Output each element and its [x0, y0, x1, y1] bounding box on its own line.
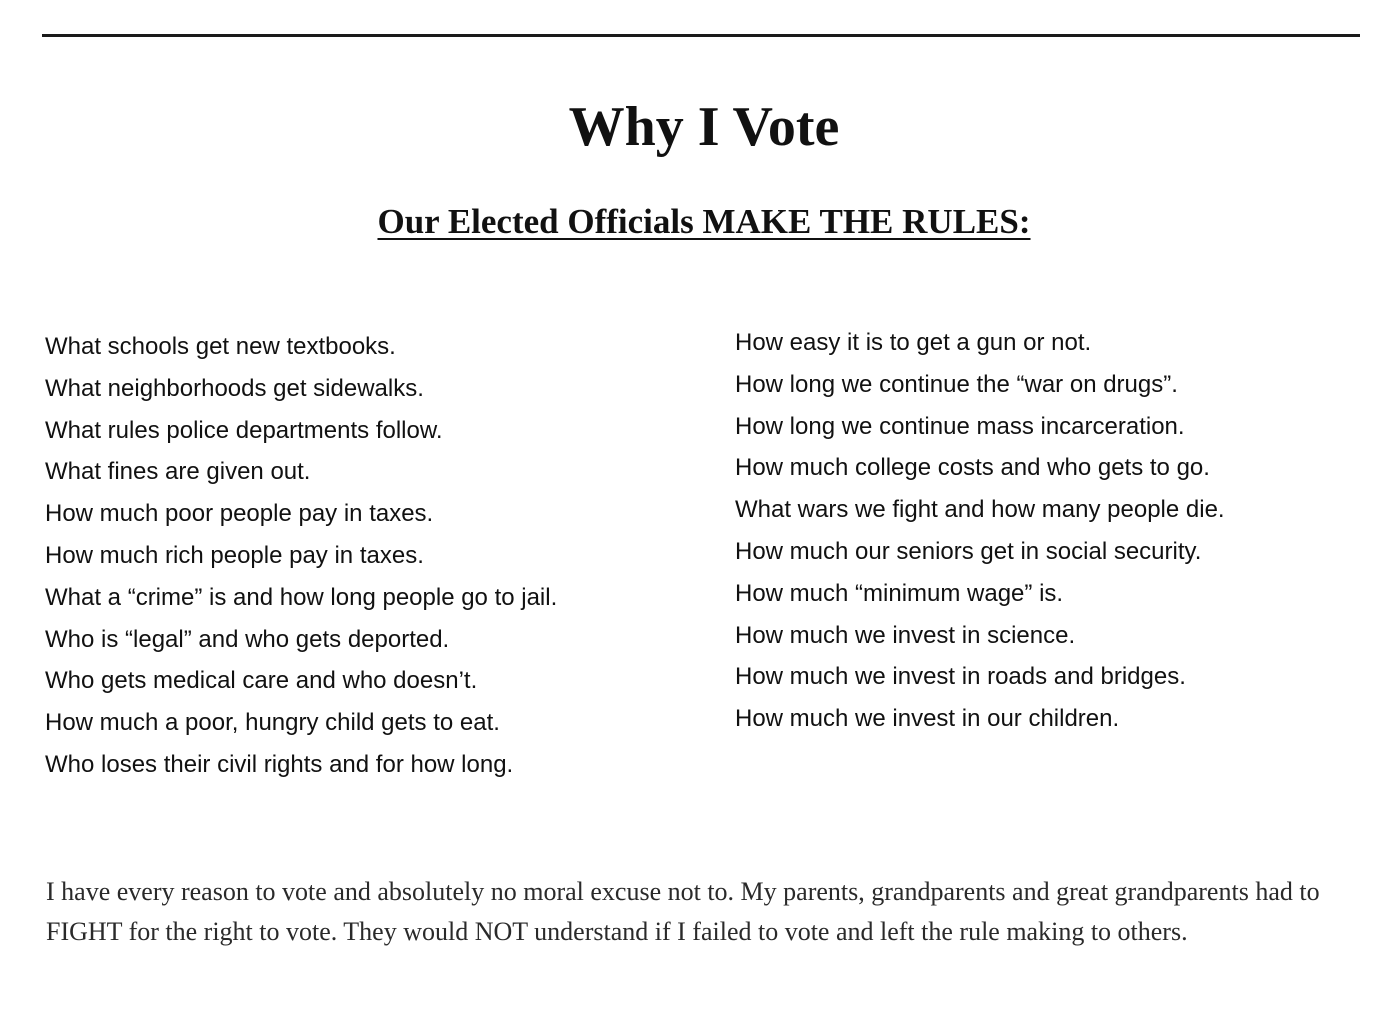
list-item: How much we invest in our children. [735, 705, 1120, 733]
right-rules-list [735, 322, 1225, 740]
list-item: What a “crime” is and how long people go to jail. [45, 583, 558, 611]
list-item: What fines are given out. [45, 458, 311, 486]
list-item: How much poor people pay in taxes. [45, 500, 434, 528]
list-item: How much rich people pay in taxes. [45, 541, 424, 569]
list-item: How much a poor, hungry child gets to eat. [45, 709, 500, 737]
list-item: How much we invest in roads and bridges. [735, 663, 1186, 691]
closing-paragraph: I have every reason to vote and absolutely no moral excuse not to. My parents, grandparents and great grandparents had to FIGHT for the right to vote. They would NOT understand if I failed to vote and left the rule making to others. [46, 877, 1320, 946]
list-item: How much our seniors get in social security. [735, 537, 1202, 565]
top-divider [42, 34, 1360, 37]
list-item: Who is “legal” and who gets deported. [45, 625, 450, 653]
subtitle-text: Our Elected Officials MAKE THE RULES: [377, 202, 1031, 241]
page-title: Why I Vote [568, 96, 840, 158]
list-item: What neighborhoods get sidewalks. [45, 374, 424, 402]
list-item: Who loses their civil rights and for how long. [45, 750, 514, 778]
list-item: What wars we fight and how many people die. [735, 496, 1225, 524]
list-item: How much college costs and who gets to go. [735, 454, 1210, 482]
list-item: How much “minimum wage” is. [735, 579, 1064, 607]
list-item: What rules police departments follow. [45, 416, 443, 444]
list-item: How long we continue mass incarceration. [735, 412, 1185, 440]
list-item: What schools get new textbooks. [45, 333, 396, 360]
page-subtitle [0, 200, 1388, 244]
left-rules-list [45, 326, 557, 786]
list-item: How long we continue the “war on drugs”. [735, 370, 1178, 398]
list-item: How easy it is to get a gun or not. [735, 329, 1092, 356]
list-item: How much we invest in science. [735, 621, 1076, 649]
list-item: Who gets medical care and who doesn’t. [45, 667, 478, 695]
